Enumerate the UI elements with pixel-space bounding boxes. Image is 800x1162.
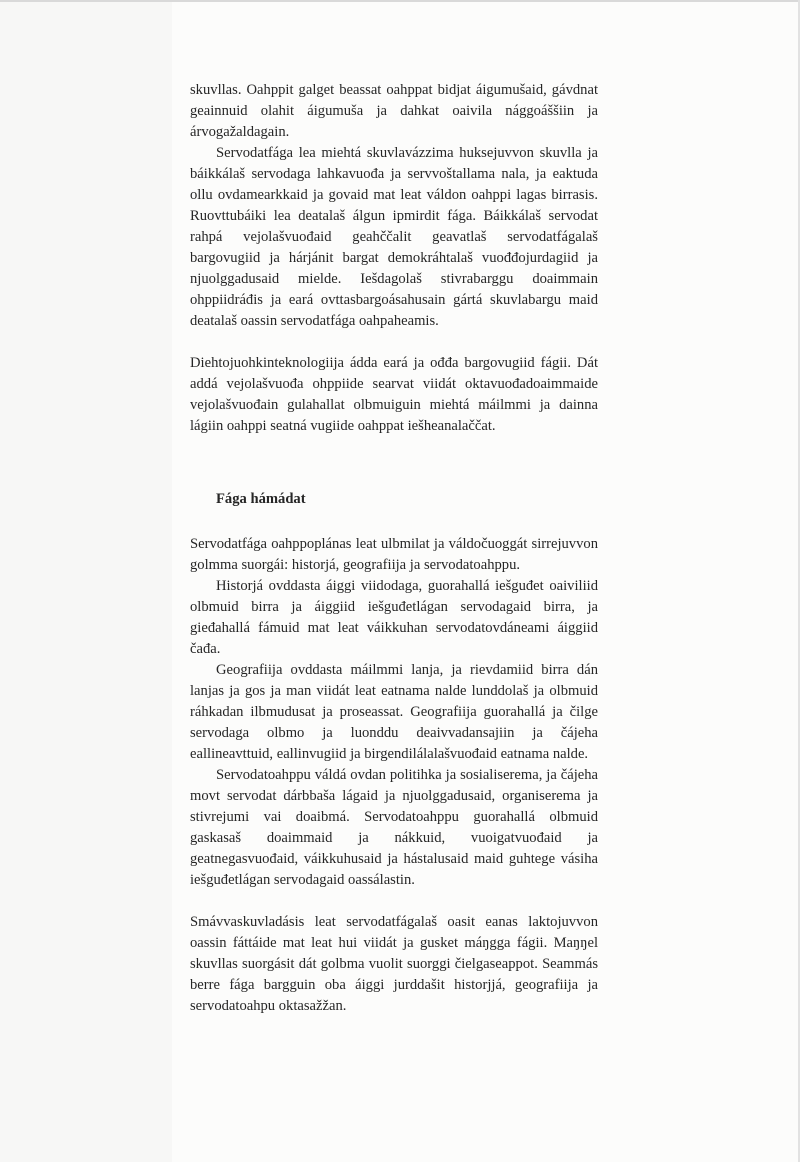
scan-margin-shade [0, 0, 172, 1162]
paragraph-geography: Geografiija ovddasta máilmmi lanja, ja rievdamiid birra dán lanjas ja gos ja man viidát leat eatnama nalde lunddolaš ja olbmuid ráhkadan ilbmudusat ja proseassat. Geografiija guorahallá ja čilge servodaga olbmo ja luonddu deaivvadansajiin ja čájeha eallineavttuid, eallinvugiid ja birgendilálalašvuođaid eatnama nalde. [190, 662, 598, 762]
paragraph-local-community: Servodatfága lea miehtá skuvlavázzima huksejuvvon skuvlla ja báikkálaš servodaga lahkavuođa ja servvoštallama nala, ja eaktuda ollu ovdamearkkaid ja govaid mat leat váldon oahppi lagas birrasis. Ruovttubáiki lea deatalaš álgun ipmirdit fága. Báikkálaš servodat rahpá vejolašvuođaid geahččalit geavatlaš servodatfágalaš bargovugiid ja hárjánit bargat demokráhtalaš vuođđojurdagiid ja njuolggadusaid mielde. Iešdagolaš stivrabarggu doaimmain ohppiidráđis ja eará ovttasbargoásahusain gártá skuvlabargu maid deatalaš oassin servodatfága oahpaheamis. [190, 145, 598, 329]
paragraph-primary-level: Smávvaskuvladásis leat servodatfágalaš oasit eanas laktojuvvon oassin fáttáide mat leat hui viidát ja gusket máŋgga fágii. Maŋŋel skuvllas suorgásit dát golbma vuolit suorggi čielgaseappot. Seammás berre fága bargguin oba áiggi jurddašit historjjá, geografiija ja servodatoahpu oktasažžan. [190, 914, 598, 1014]
paragraph-information-technology: Diehtojuohkinteknologiija ádda eará ja ođđa bargovugiid fágii. Dát addá vejolašvuođa ohppiide searvat viidát oktavuođadoaimmaide vejolašvuođain gulahallat olbmuiguin miehtá máilmmi ja dainna lágiin oahppi seatná vugiide oahppat iešheanalaččat. [190, 355, 598, 434]
paragraph-curriculum-areas: Servodatfága oahppoplánas leat ulbmilat ja váldočuoggát sirrejuvvon golmma suorgái: historjá, geografiija ja servodatoahppu. [190, 536, 598, 573]
scan-top-edge [0, 0, 800, 2]
paragraph-intro-continued: skuvllas. Oahppit galget beassat oahppat bidjat áigumušaid, gávdnat geainnuid olahit áigumuša ja dahkat oaivila nággoáššiin ja árvogažaldagain. [190, 82, 598, 140]
section-heading: Fága hámádat [216, 491, 306, 507]
paragraph-social-studies: Servodatoahppu váldá ovdan politihka ja sosialiserema, ja čájeha movt servodat dárbbaša lágaid ja njuolggadusaid, organiserema ja stivrejumi vai doaibmá. Servodatoahppu guorahallá olbmuid gaskasaš doaimmaid ja nákkuid, vuoigatvuođaid ja geatnegasvuođaid, váikkuhusaid ja hástalusaid maid guhtege vásiha iešguđetlágan servodagaid oassálastin. [190, 767, 598, 888]
page-body [190, 80, 598, 1017]
paragraph-history: Historjá ovddasta áiggi viidodaga, guorahallá iešguđet oaiviliid olbmuid birra ja áiggiid iešguđetlágan servodagaid birra, ja gieđahallá fámuid mat leat váikkuhan servodatovdáneami áiggiid čađa. [190, 578, 598, 657]
